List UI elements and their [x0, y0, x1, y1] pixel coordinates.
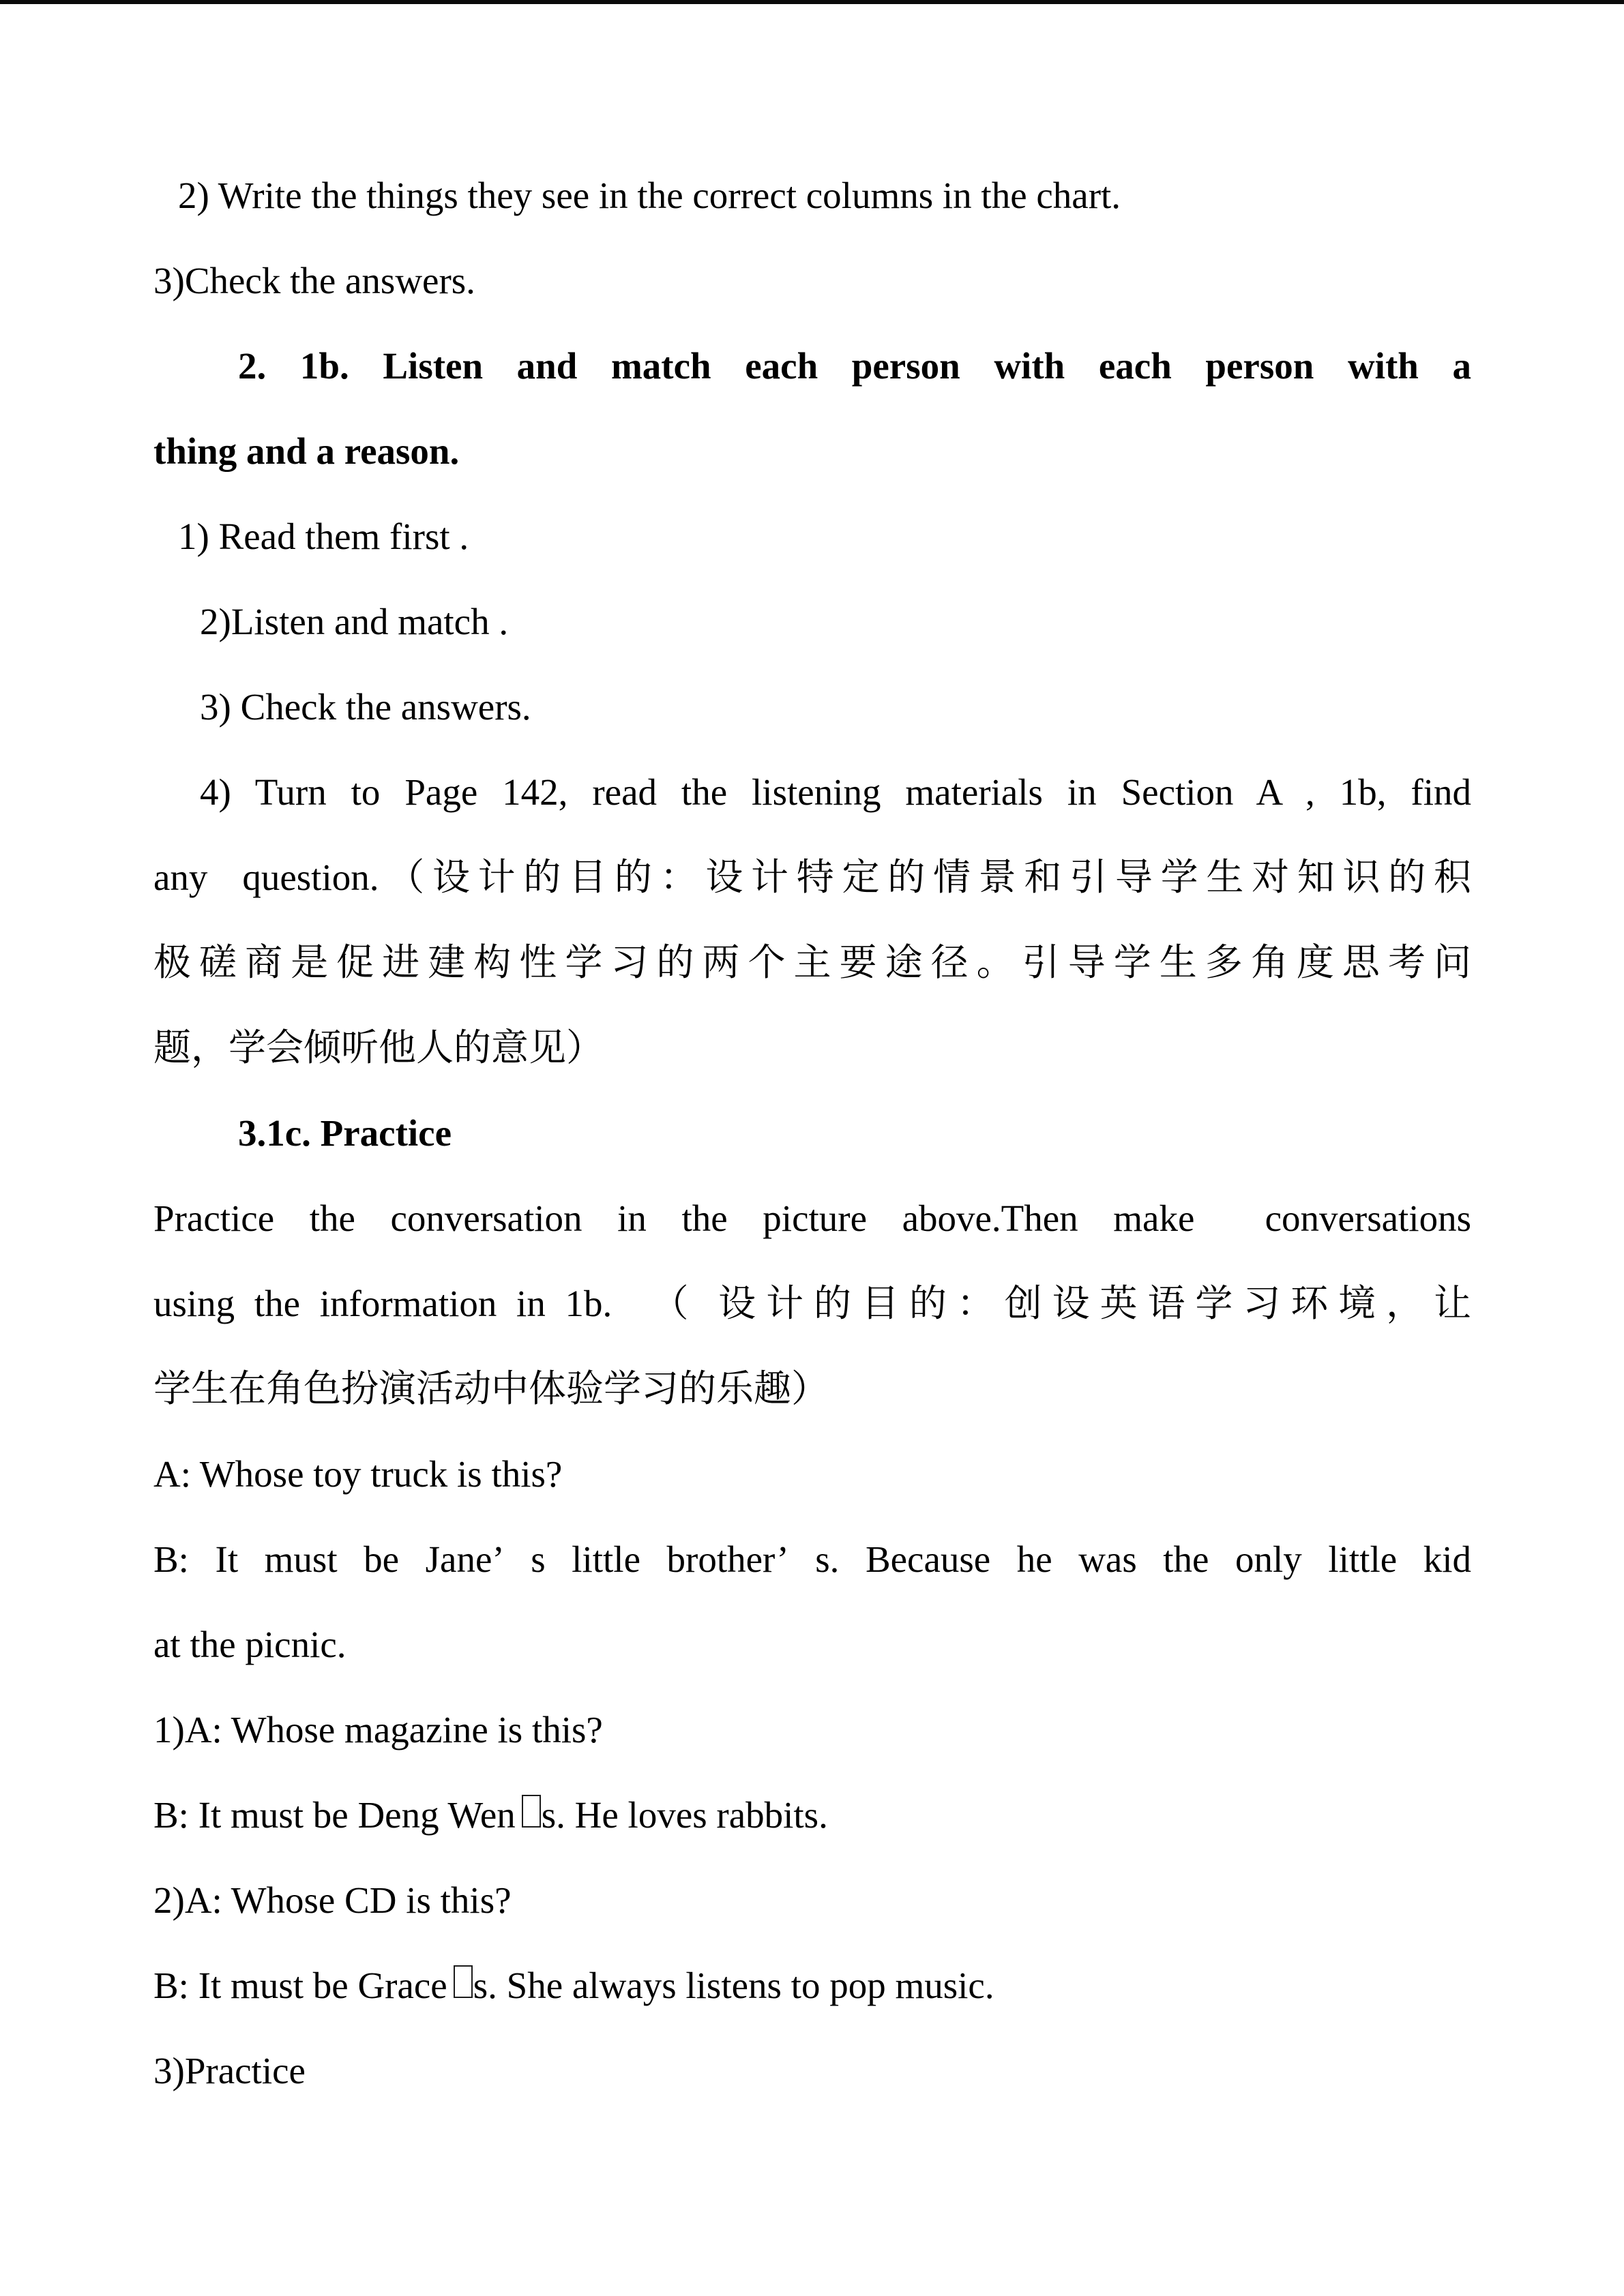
text-line — [153, 1772, 1471, 1858]
text-line: 3.1c. Practice — [238, 1112, 452, 1154]
text-line: Practice the conversation in the picture above.Then make conversations — [153, 1197, 1471, 1239]
text-line: 3) Check the answers. — [200, 686, 531, 728]
text-line: 2)A: Whose CD is this? — [153, 1879, 512, 1921]
text-line: any question.（设计的目的：设计特定的情景和引导学生对知识的积 — [153, 856, 1471, 898]
text-line: thing and a reason. — [153, 430, 460, 472]
text-segment: B: It must be Deng Wen — [153, 1794, 516, 1836]
text-line: 2) Write the things they see in the correct columns in the chart. — [178, 175, 1121, 216]
text-line: 题，学会倾听他人的意见） — [153, 1027, 604, 1069]
text-line: 极磋商是促进建构性学习的两个主要途径。引导学生多角度思考问 — [153, 942, 1471, 983]
text-line: 4) Turn to Page 142, read the listening materials in Section A , 1b, find — [200, 771, 1471, 813]
text-line: 2. 1b. Listen and match each person with each person with a — [238, 345, 1471, 387]
text-line: 1) Read them first . — [178, 516, 469, 557]
text-segment: s. He loves rabbits. — [541, 1794, 828, 1836]
text-segment: B: It must be Grace — [153, 1965, 447, 2006]
text-line: 3)Check the answers. — [153, 260, 475, 301]
text-line: 3)Practice — [153, 2050, 306, 2091]
missing-glyph-box — [454, 1965, 473, 1998]
text-line: 学生在角色扮演活动中体验学习的乐趣） — [153, 1368, 829, 1410]
missing-glyph-box — [522, 1795, 541, 1828]
text-line: 2)Listen and match . — [200, 601, 509, 642]
text-line: 1)A: Whose magazine is this? — [153, 1709, 603, 1750]
text-segment: s. She always listens to pop music. — [473, 1965, 994, 2006]
text-line: A: Whose toy truck is this? — [153, 1453, 563, 1495]
document-content — [153, 153, 1471, 2113]
text-line: using the information in 1b. （ 设计的目的：创设英语学习环境，让 — [153, 1283, 1471, 1324]
top-edge-bar — [0, 0, 1624, 4]
text-line — [153, 1943, 1471, 2028]
text-line: B: It must be Jane’ s little brother’ s. Because he was the only little kid — [153, 1538, 1471, 1580]
text-line: at the picnic. — [153, 1624, 346, 1665]
